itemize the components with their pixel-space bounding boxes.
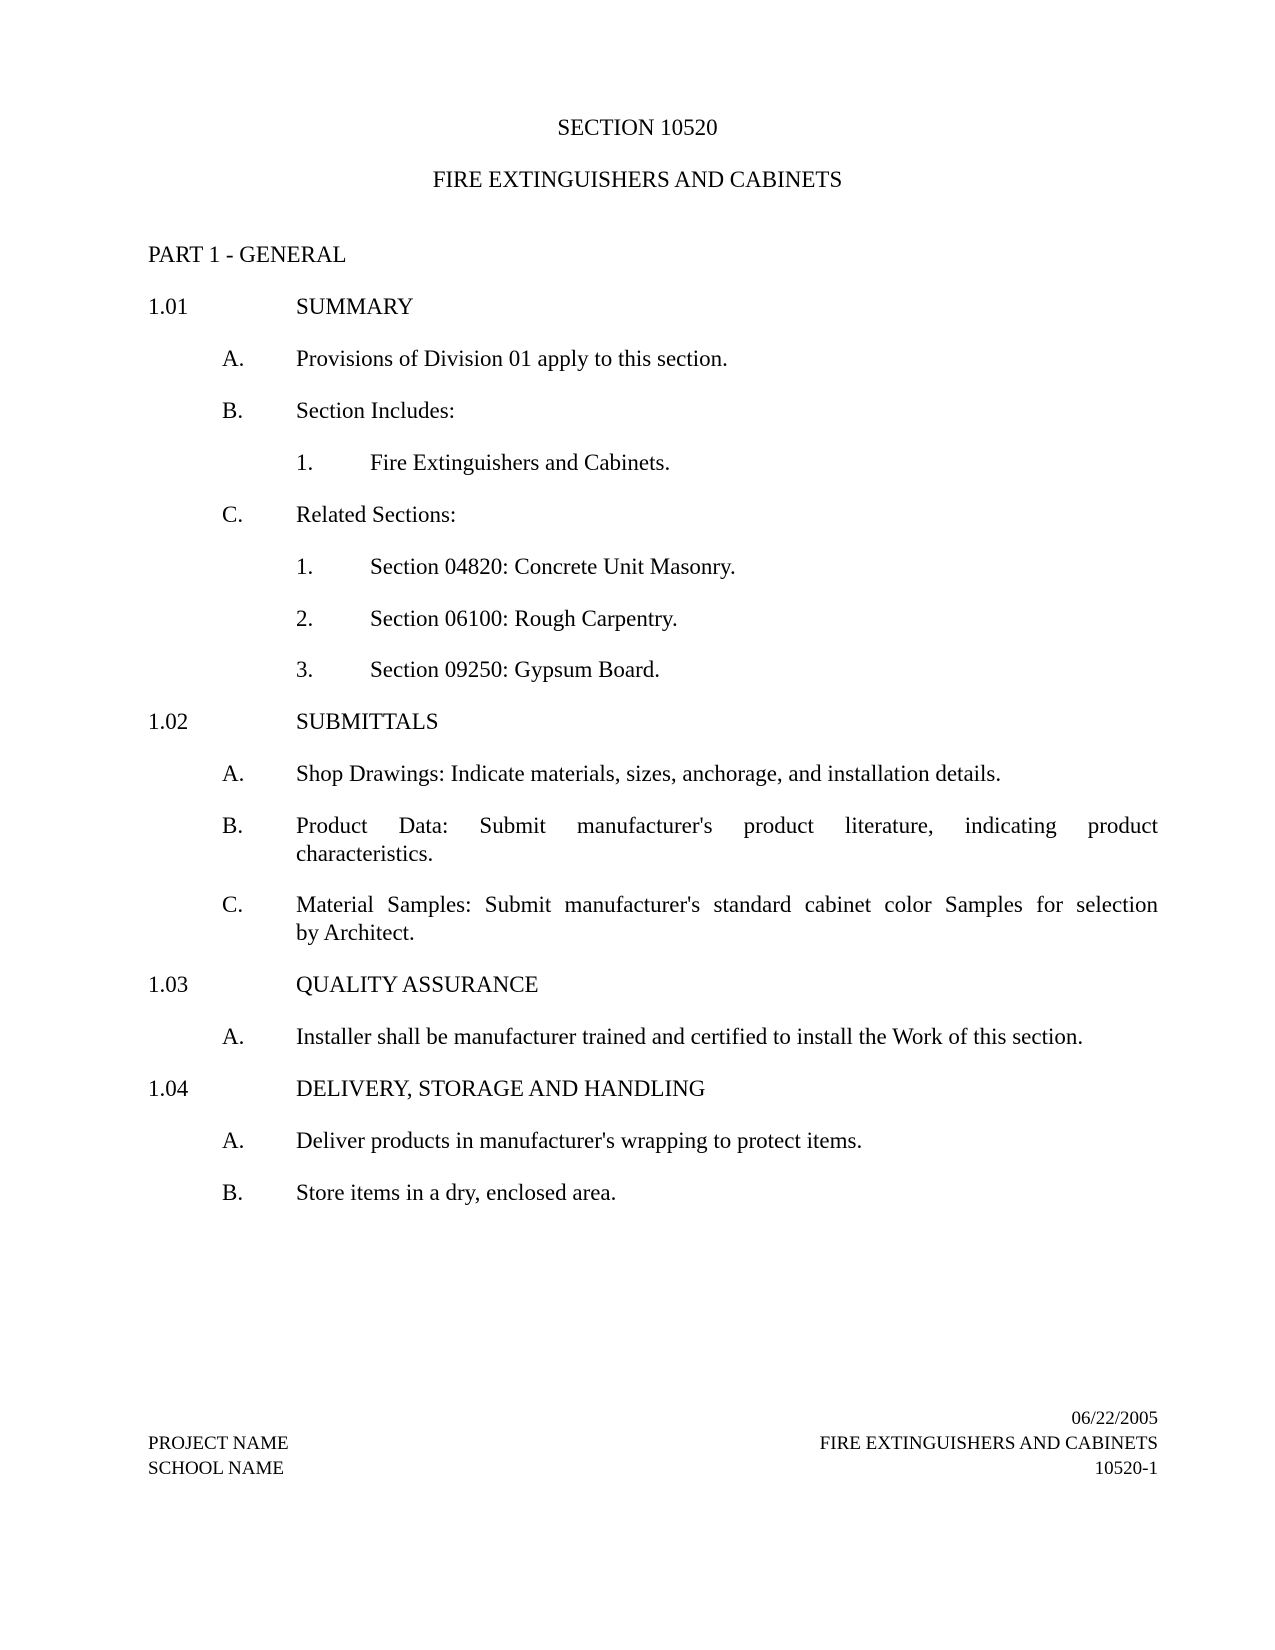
- article-title: DELIVERY, STORAGE AND HANDLING: [296, 1076, 706, 1101]
- footer-section-title: FIRE EXTINGUISHERS AND CABINETS: [819, 1433, 1158, 1454]
- footer-project-name: PROJECT NAME: [148, 1433, 289, 1454]
- subitem-text: Section 04820: Concrete Unit Masonry.: [370, 554, 736, 579]
- footer-date: 06/22/2005: [1071, 1408, 1158, 1429]
- item-mark: B.: [222, 813, 244, 838]
- item-mark: A.: [222, 761, 245, 786]
- item-text-line: Product Data: Submit manufacturer's product literature, indicating product: [296, 813, 1158, 838]
- item-text: Provisions of Division 01 apply to this section.: [296, 346, 728, 371]
- subitem-text: Section 09250: Gypsum Board.: [370, 657, 661, 682]
- item-text-line: Material Samples: Submit manufacturer's standard cabinet color Samples for selection: [296, 892, 1158, 917]
- item-mark: A.: [222, 1024, 245, 1049]
- footer-school-name: SCHOOL NAME: [148, 1458, 284, 1479]
- section-number: SECTION 10520: [557, 115, 718, 140]
- item-text: Deliver products in manufacturer's wrapping to protect items.: [296, 1128, 863, 1153]
- item-text-line: characteristics.: [296, 841, 434, 866]
- article-number: 1.01: [148, 294, 189, 319]
- article-number: 1.02: [148, 709, 189, 734]
- footer-page-number: 10520-1: [1094, 1458, 1158, 1479]
- article-title: SUBMITTALS: [296, 709, 439, 734]
- item-text: Section Includes:: [296, 398, 456, 423]
- item-text-line: by Architect.: [296, 920, 415, 945]
- item-mark: C.: [222, 892, 244, 917]
- item-text: Shop Drawings: Indicate materials, sizes, anchorage, and installation details.: [296, 761, 1002, 786]
- subitem-mark: 2.: [296, 606, 314, 631]
- article-title: SUMMARY: [296, 294, 414, 319]
- section-title: FIRE EXTINGUISHERS AND CABINETS: [432, 167, 843, 192]
- part-title: PART 1 - GENERAL: [148, 242, 347, 267]
- item-text: Store items in a dry, enclosed area.: [296, 1180, 617, 1205]
- subitem-text: Section 06100: Rough Carpentry.: [370, 606, 678, 631]
- item-mark: A.: [222, 1128, 245, 1153]
- item-mark: C.: [222, 502, 244, 527]
- subitem-mark: 1.: [296, 450, 314, 475]
- item-text: Related Sections:: [296, 502, 457, 527]
- article-number: 1.04: [148, 1076, 189, 1101]
- item-mark: B.: [222, 1180, 244, 1205]
- article-title: QUALITY ASSURANCE: [296, 972, 539, 997]
- item-text: Installer shall be manufacturer trained and certified to install the Work of this section.: [296, 1024, 1084, 1049]
- article-number: 1.03: [148, 972, 189, 997]
- subitem-mark: 3.: [296, 657, 314, 682]
- subitem-mark: 1.: [296, 554, 314, 579]
- subitem-text: Fire Extinguishers and Cabinets.: [370, 450, 671, 475]
- item-mark: B.: [222, 398, 244, 423]
- item-mark: A.: [222, 346, 245, 371]
